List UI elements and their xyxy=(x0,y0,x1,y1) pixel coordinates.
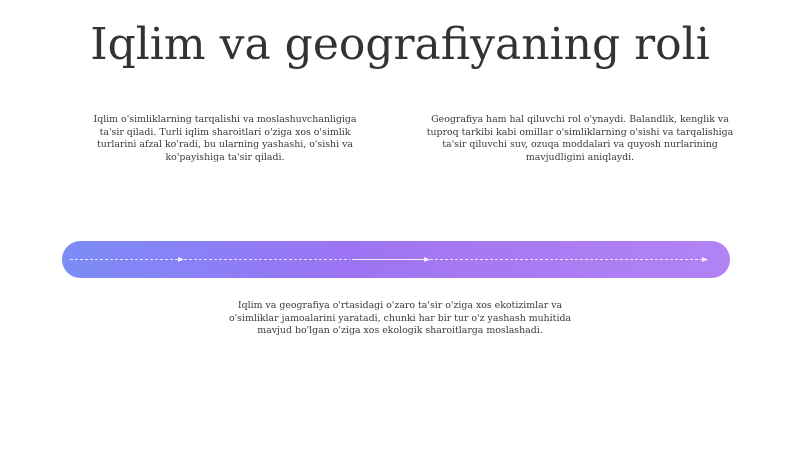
arrow-head-icon xyxy=(178,257,184,262)
paragraph-geography: Geografiya ham hal qiluvchi rol o'ynaydi. Balandlik, kenglik va tuproq tarkibi kabi omillar o'simliklarning o'sishi va tarqalishiga ta'sir qiluvchi suv, ozuqa moddalari va quyosh nurlarining mavjudligini aniqlaydi. xyxy=(426,114,734,163)
timeline-arrows xyxy=(62,241,730,278)
paragraph-climate: Iqlim o'simliklarning tarqalishi va moslashuvchanligiga ta'sir qiladi. Turli iqlim sharoitlari o'ziga xos o'simlik turlarini afzal ko'radi, bu ularning yashashi, o'sishi va ko'payishiga ta'sir qiladi. xyxy=(93,114,357,163)
arrow-head-icon xyxy=(424,257,430,262)
slide-title: Iqlim va geografiyaning roli xyxy=(90,19,710,70)
paragraph-interaction: Iqlim va geografiya o'rtasidagi o'zaro ta'sir o'ziga xos ekotizimlar va o'simliklar jamoalarini yaratadi, chunki har bir tur o'z yashash muhitida mavjud bo'lgan o'ziga xos ekologik sharoitlarga moslashadi. xyxy=(228,300,572,336)
timeline-bar xyxy=(62,241,730,278)
arrow-head-icon xyxy=(702,257,708,262)
